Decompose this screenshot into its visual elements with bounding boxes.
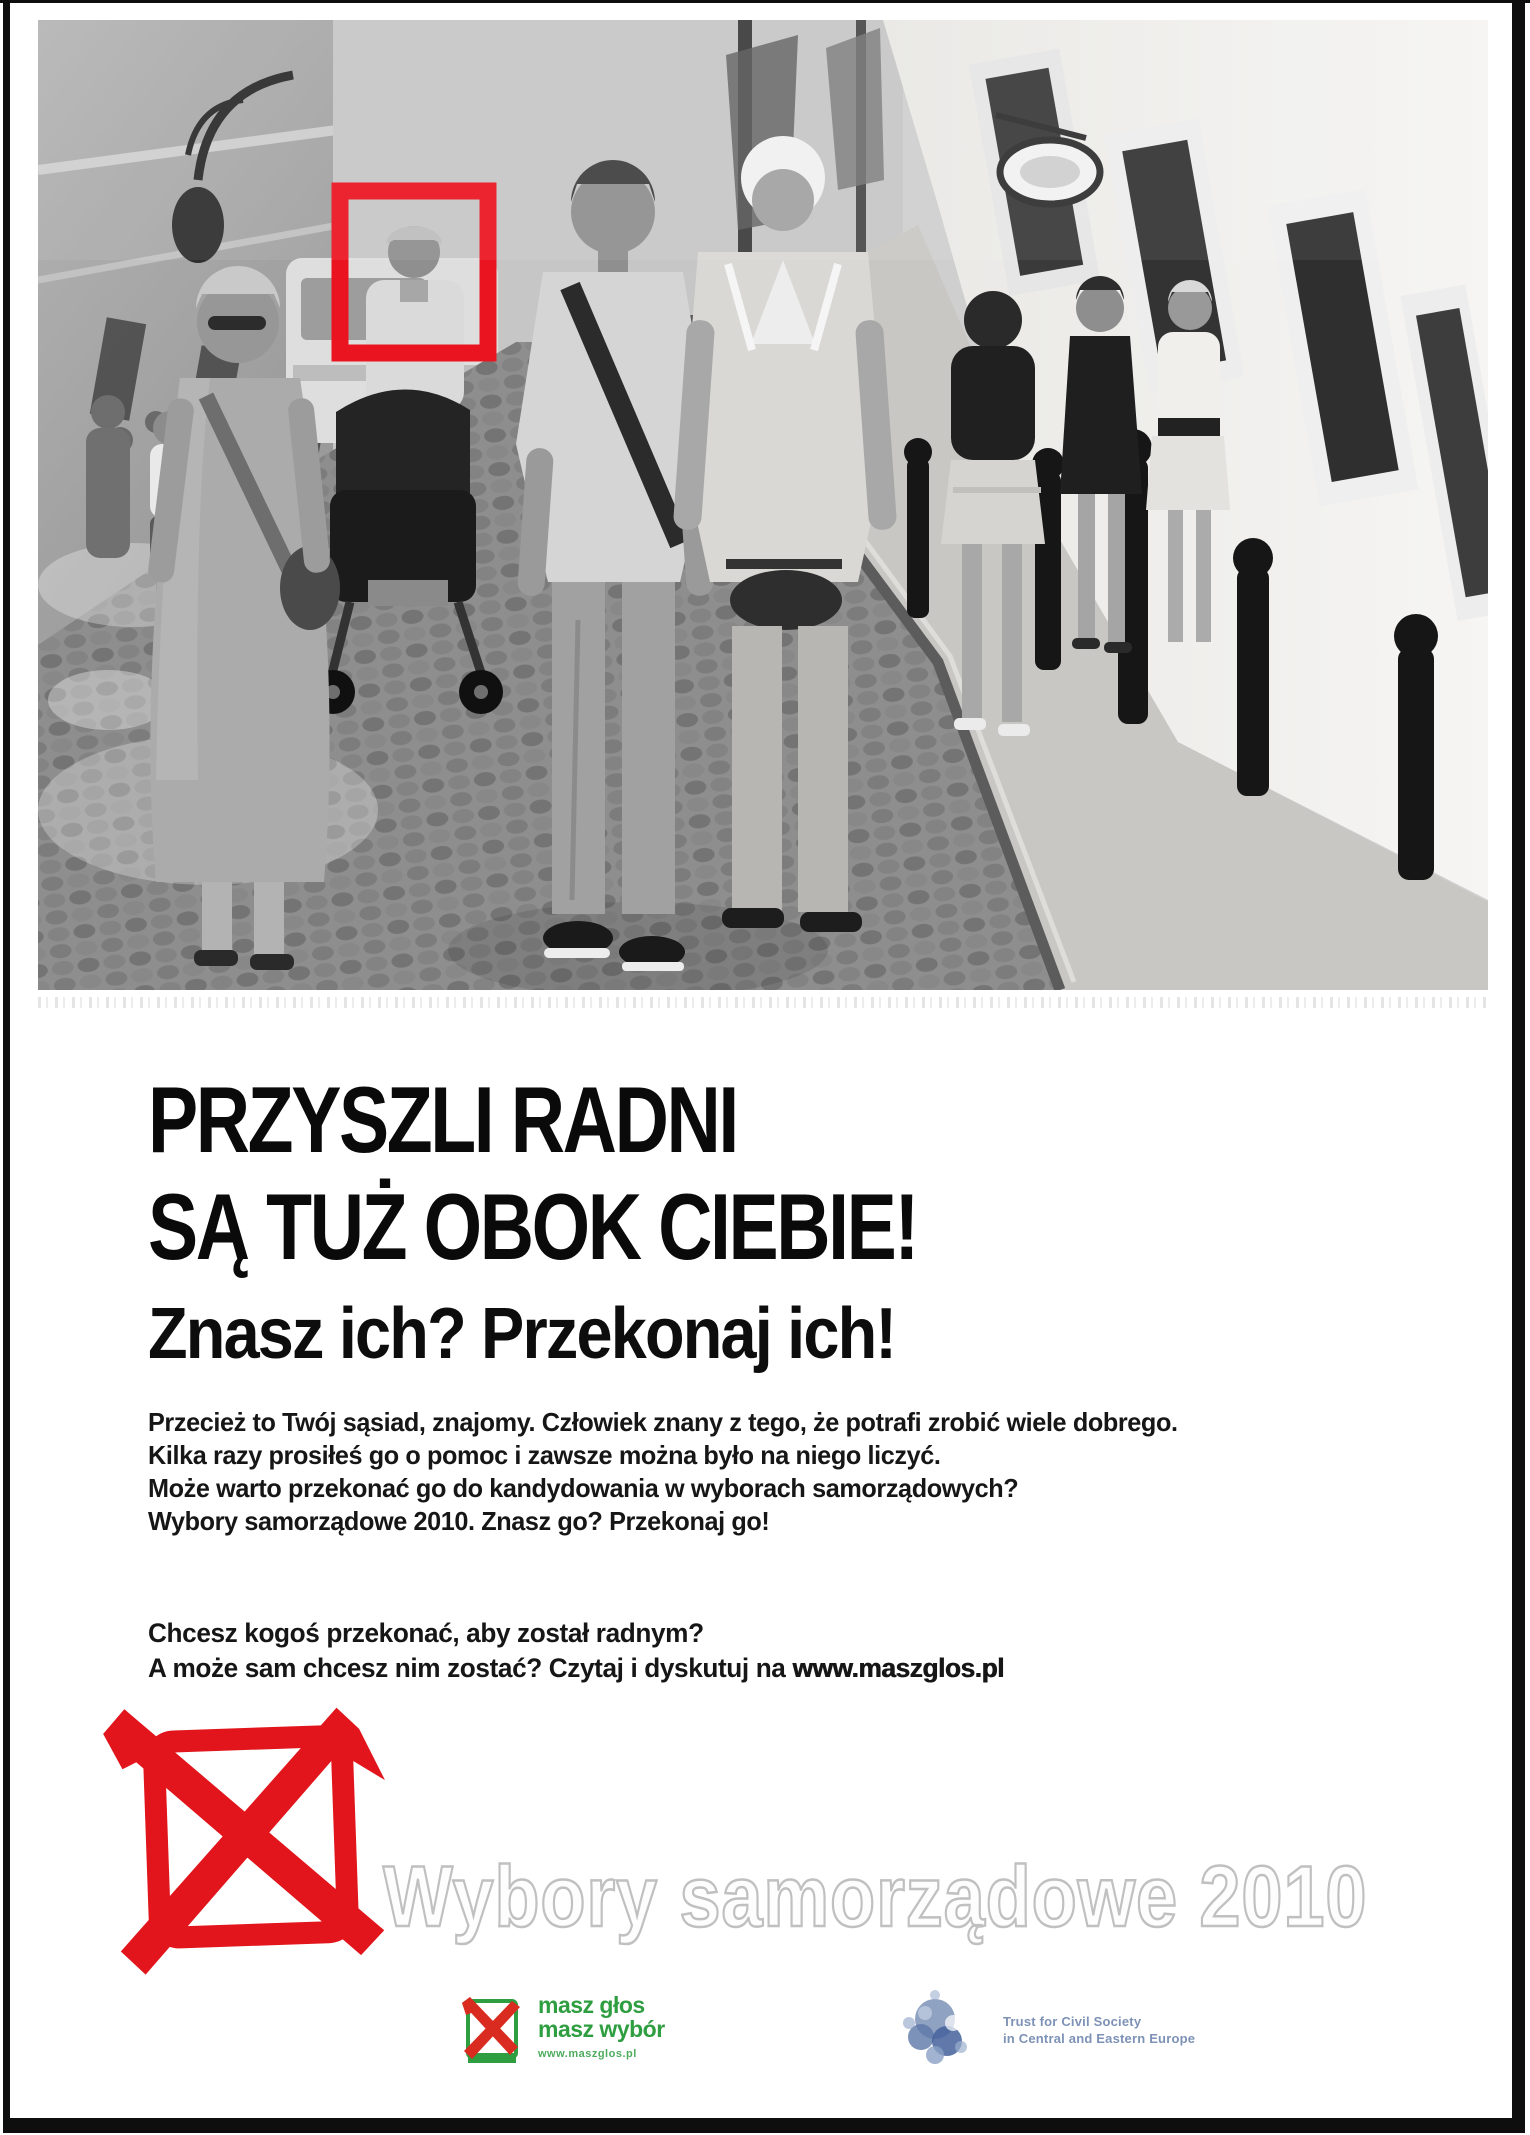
masz-glos-name-line2: masz wybór [538,2016,665,2042]
poster-border-top [0,0,1530,3]
bollard [1394,614,1438,880]
masz-glos-logo-url: www.maszglos.pl [538,2048,637,2060]
street-photo [38,20,1488,990]
body-copy [148,1406,1178,1538]
poster-border-right [1512,2,1525,2133]
subheadline: Znasz ich? Przekonaj ich! [148,1294,896,1374]
poster-border-left [3,0,10,2133]
footer-logos [0,1985,1530,2095]
watermark-slogan: Wybory samorządowe 2010 [383,1849,1368,1945]
ballot-checkbox-x-icon [95,1693,400,1988]
trust-emblem-icon [895,1985,977,2075]
bollard [1233,538,1273,796]
masz-glos-checkbox-icon [460,1993,522,2069]
poster-border-bottom [3,2118,1525,2133]
masz-glos-logo-text [538,1993,665,2060]
headline-line2: SĄ TUŻ OBOK CIEBIE! [148,1174,918,1279]
bollard [904,438,932,618]
trust-logo-text [1003,2013,1195,2047]
maszglos-url-text: www.maszglos.pl [792,1653,1004,1683]
photo-light-overlay [38,20,1488,260]
body-line: Może warto przekonać go do kandydowania w wyborach samorządowych? [148,1473,1019,1503]
trust-logo [895,1985,1195,2075]
cta-line2-text: A może sam chcesz nim zostać? Czytaj i dyskutuj na [148,1653,793,1683]
body-line: Kilka razy prosiłeś go o pomoc i zawsze można było na niego liczyć. [148,1440,941,1470]
body-line: Wybory samorządowe 2010. Znasz go? Przekonaj go! [148,1506,770,1536]
headline [148,1066,917,1280]
body-line: Przecież to Twój sąsiad, znajomy. Człowiek znany z tego, że potrafi zrobić wiele dobrego. [148,1407,1178,1437]
cta-line2 [148,1651,1004,1686]
cta-line1: Chcesz kogoś przekonać, aby został radnym? [148,1618,704,1648]
masz-glos-name-line1: masz głos [538,1992,645,2018]
photo-caption-noise [38,997,1488,1008]
headline-line1: PRZYSZLI RADNI [148,1067,737,1172]
street-photo-art [38,20,1488,990]
cta-block [148,1616,1004,1686]
trust-logo-line1: Trust for Civil Society [1003,2014,1142,2029]
trust-logo-line2: in Central and Eastern Europe [1003,2031,1196,2046]
masz-glos-logo [460,1993,665,2069]
